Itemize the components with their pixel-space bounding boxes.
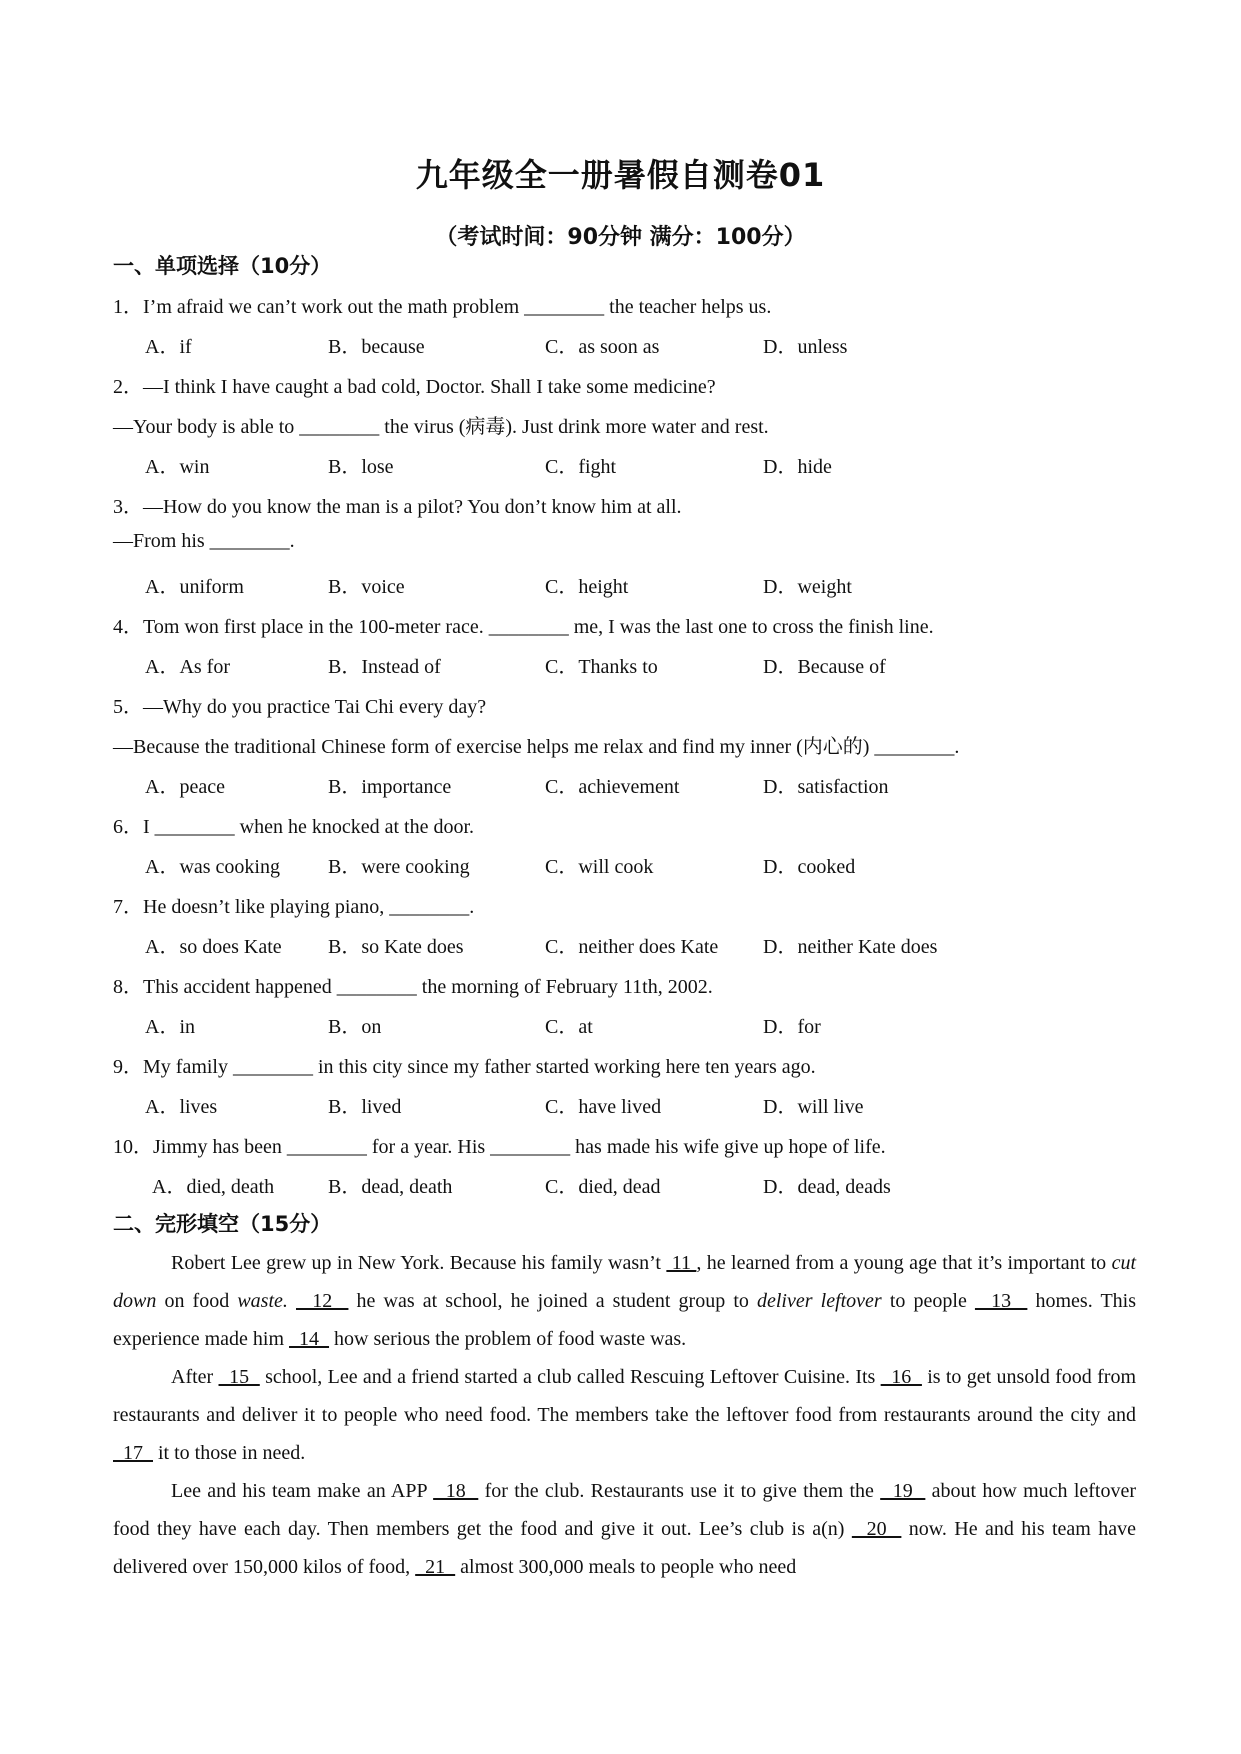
option-c: C．died, dead	[545, 1176, 661, 1198]
question-6-text: 6．I ________ when he knocked at the door.	[113, 816, 475, 838]
option-c: C．at	[545, 1016, 593, 1038]
question-10-text: 10．Jimmy has been ________ for a year. His ________ has made his wife give up hope of life.	[113, 1136, 886, 1158]
option-c: C．height	[545, 576, 629, 598]
question-1-text: 1．I’m afraid we can’t work out the math problem ________ the teacher helps us.	[113, 296, 772, 318]
question-8-text: 8．This accident happened ________ the morning of February 11th, 2002.	[113, 976, 713, 998]
option-c: C．as soon as	[545, 336, 660, 358]
blank-15: 15	[218, 1366, 260, 1388]
exam-info: （考试时间：90分钟 满分：100分）	[435, 225, 806, 250]
option-a: A．uniform	[145, 576, 244, 598]
cloze-passage	[113, 1244, 1136, 1586]
option-a: A．if	[145, 336, 192, 358]
option-b: B．because	[328, 336, 425, 358]
question-3-text: 3．—How do you know the man is a pilot? You don’t know him at all.	[113, 496, 682, 518]
option-b: B．voice	[328, 576, 405, 598]
question-7-text: 7．He doesn’t like playing piano, ________.	[113, 896, 475, 918]
blank-20: 20	[851, 1518, 902, 1540]
option-b: B．on	[328, 1016, 382, 1038]
blank-16: 16	[880, 1366, 922, 1388]
blank-11: 11	[666, 1252, 697, 1274]
cloze-paragraph-2: After 15 school, Lee and a friend started a club called Rescuing Leftover Cuisine. Its 16 is to get unsold food from restaurants and deliver it to people who need food. The members take the leftover food from restaurants around the city and 17 it to those in need.	[113, 1366, 1136, 1464]
option-c: C．neither does Kate	[545, 936, 719, 958]
option-d: D．dead, deads	[763, 1176, 891, 1198]
option-b: B．so Kate does	[328, 936, 464, 958]
option-d: D．Because of	[763, 656, 886, 678]
option-a: A．lives	[145, 1096, 218, 1118]
option-c: C．fight	[545, 456, 617, 478]
option-c: C．Thanks to	[545, 656, 658, 678]
option-b: B．lived	[328, 1096, 402, 1118]
option-c: C．will cook	[545, 856, 654, 878]
option-a: A．so does Kate	[145, 936, 282, 958]
option-a: A．win	[145, 456, 210, 478]
question-2-text: 2．—I think I have caught a bad cold, Doctor. Shall I take some medicine?	[113, 376, 716, 398]
cloze-paragraph-3: Lee and his team make an APP 18 for the club. Restaurants use it to give them the 19 about how much leftover food they have each day. Then members get the food and give it out. Lee’s club is a(n) 20 now. He and his team have delivered over 150,000 kilos of food, 21 almost 300,000 meals to people who need	[113, 1480, 1137, 1578]
option-c: C．achievement	[545, 776, 680, 798]
option-d: D．for	[763, 1016, 821, 1038]
option-a: A．died, death	[152, 1176, 275, 1198]
option-d: D．hide	[763, 456, 832, 478]
blank-12: 12	[296, 1290, 349, 1312]
section-heading-2: 二、完形填空（15分）	[113, 1212, 332, 1236]
question-2-reply: —Your body is able to ________ the virus (病毒). Just drink more water and rest.	[113, 416, 769, 438]
option-b: B．were cooking	[328, 856, 470, 878]
cloze-paragraph-1: Robert Lee grew up in New York. Because his family wasn’t 11 , he learned from a young age that it’s important to cut down on food waste. 12 he was at school, he joined a student group to deliver leftover to people 13 homes. This experience made him 14 how serious the problem of food waste was.	[113, 1252, 1137, 1350]
page-title: 九年级全一册暑假自测卷01	[415, 156, 826, 194]
option-a: A．peace	[145, 776, 225, 798]
blank-17: 17	[113, 1442, 153, 1464]
option-d: D．will live	[763, 1096, 864, 1118]
blank-18: 18	[433, 1480, 479, 1502]
option-d: D．weight	[763, 576, 852, 598]
blank-19: 19	[880, 1480, 926, 1502]
question-5-reply: —Because the traditional Chinese form of exercise helps me relax and find my inner (内心的) ________.	[113, 736, 960, 758]
option-c: C．have lived	[545, 1096, 662, 1118]
blank-21: 21	[415, 1556, 456, 1578]
option-a: A．was cooking	[145, 856, 280, 878]
option-b: B．lose	[328, 456, 394, 478]
question-4-text: 4．Tom won first place in the 100-meter race. ________ me, I was the last one to cross the finish line.	[113, 616, 934, 638]
option-b: B．Instead of	[328, 656, 441, 678]
question-9-text: 9．My family ________ in this city since my father started working here ten years ago.	[113, 1056, 816, 1078]
option-d: D．neither Kate does	[763, 936, 938, 958]
blank-14: 14	[289, 1328, 330, 1350]
option-d: D．cooked	[763, 856, 856, 878]
section-heading-1: 一、单项选择（10分）	[113, 254, 332, 278]
option-b: B．dead, death	[328, 1176, 453, 1198]
option-a: A．in	[145, 1016, 195, 1038]
question-5-text: 5．—Why do you practice Tai Chi every day?	[113, 696, 487, 718]
option-a: A．As for	[145, 656, 230, 678]
blank-13: 13	[974, 1290, 1028, 1312]
option-b: B．importance	[328, 776, 452, 798]
option-d: D．unless	[763, 336, 848, 358]
question-3-reply: —From his ________.	[113, 530, 295, 552]
option-d: D．satisfaction	[763, 776, 889, 798]
